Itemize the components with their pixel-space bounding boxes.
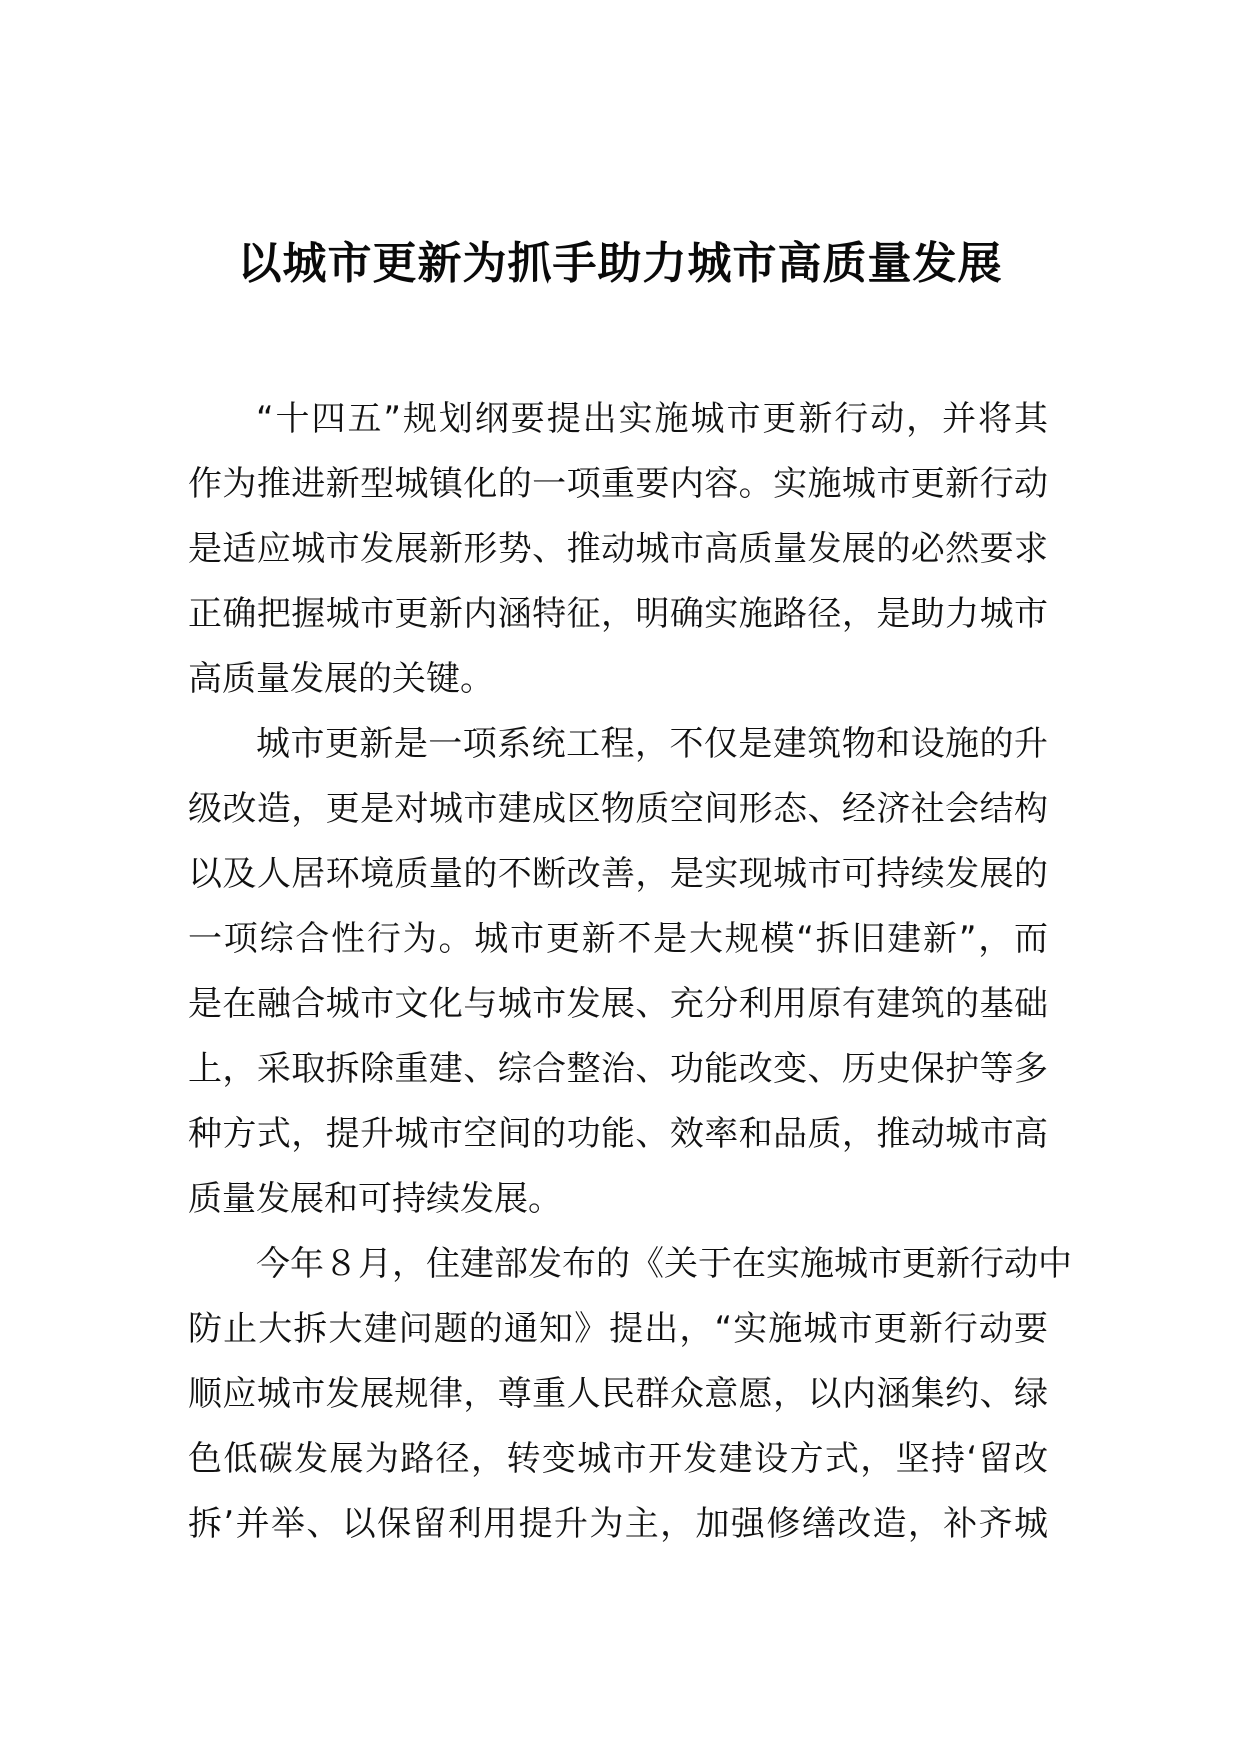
paragraph-line: 是在融合城市文化与城市发展、充分利用原有建筑的基础 <box>188 984 1048 1024</box>
paragraph <box>188 1232 1072 1557</box>
paragraph-line: 今年８月，住建部发布的《关于在实施城市更新行动中 <box>256 1244 1072 1284</box>
paragraph-line: 顺应城市发展规律，尊重人民群众意愿，以内涵集约、绿 <box>188 1374 1048 1414</box>
document-body <box>188 387 1072 1557</box>
paragraph-line: 质量发展和可持续发展。 <box>188 1179 562 1219</box>
paragraph <box>188 387 1048 712</box>
paragraph-line: 正确把握城市更新内涵特征，明确实施路径，是助力城市 <box>188 594 1048 634</box>
paragraph-line: 以及人居环境质量的不断改善，是实现城市可持续发展的 <box>188 854 1048 894</box>
paragraph-line: 上，采取拆除重建、综合整治、功能改变、历史保护等多 <box>188 1049 1048 1089</box>
paragraph <box>188 712 1048 1232</box>
paragraph-line: 种方式，提升城市空间的功能、效率和品质，推动城市高 <box>188 1114 1048 1154</box>
paragraph-line: 城市更新是一项系统工程，不仅是建筑物和设施的升 <box>256 724 1048 764</box>
paragraph-line: 色低碳发展为路径，转变城市开发建设方式，坚持‘留改 <box>188 1439 1048 1479</box>
paragraph-line: 高质量发展的关键。 <box>188 659 494 699</box>
paragraph-line: 作为推进新型城镇化的一项重要内容。实施城市更新行动 <box>188 464 1048 504</box>
paragraph-line: 防止大拆大建问题的通知》提出，“实施城市更新行动要 <box>188 1309 1048 1349</box>
paragraph-line: 拆’并举、以保留利用提升为主，加强修缮改造，补齐城 <box>188 1504 1048 1544</box>
paragraph-line: “十四五”规划纲要提出实施城市更新行动，并将其 <box>256 399 1048 439</box>
paragraph-line: 是适应城市发展新形势、推动城市高质量发展的必然要求 <box>188 529 1048 569</box>
paragraph-line: 级改造，更是对城市建成区物质空间形态、经济社会结构 <box>188 789 1048 829</box>
paragraph-line: 一项综合性行为。城市更新不是大规模“拆旧建新”，而 <box>188 919 1048 959</box>
document-title: 以城市更新为抓手助力城市高质量发展 <box>237 238 1003 290</box>
